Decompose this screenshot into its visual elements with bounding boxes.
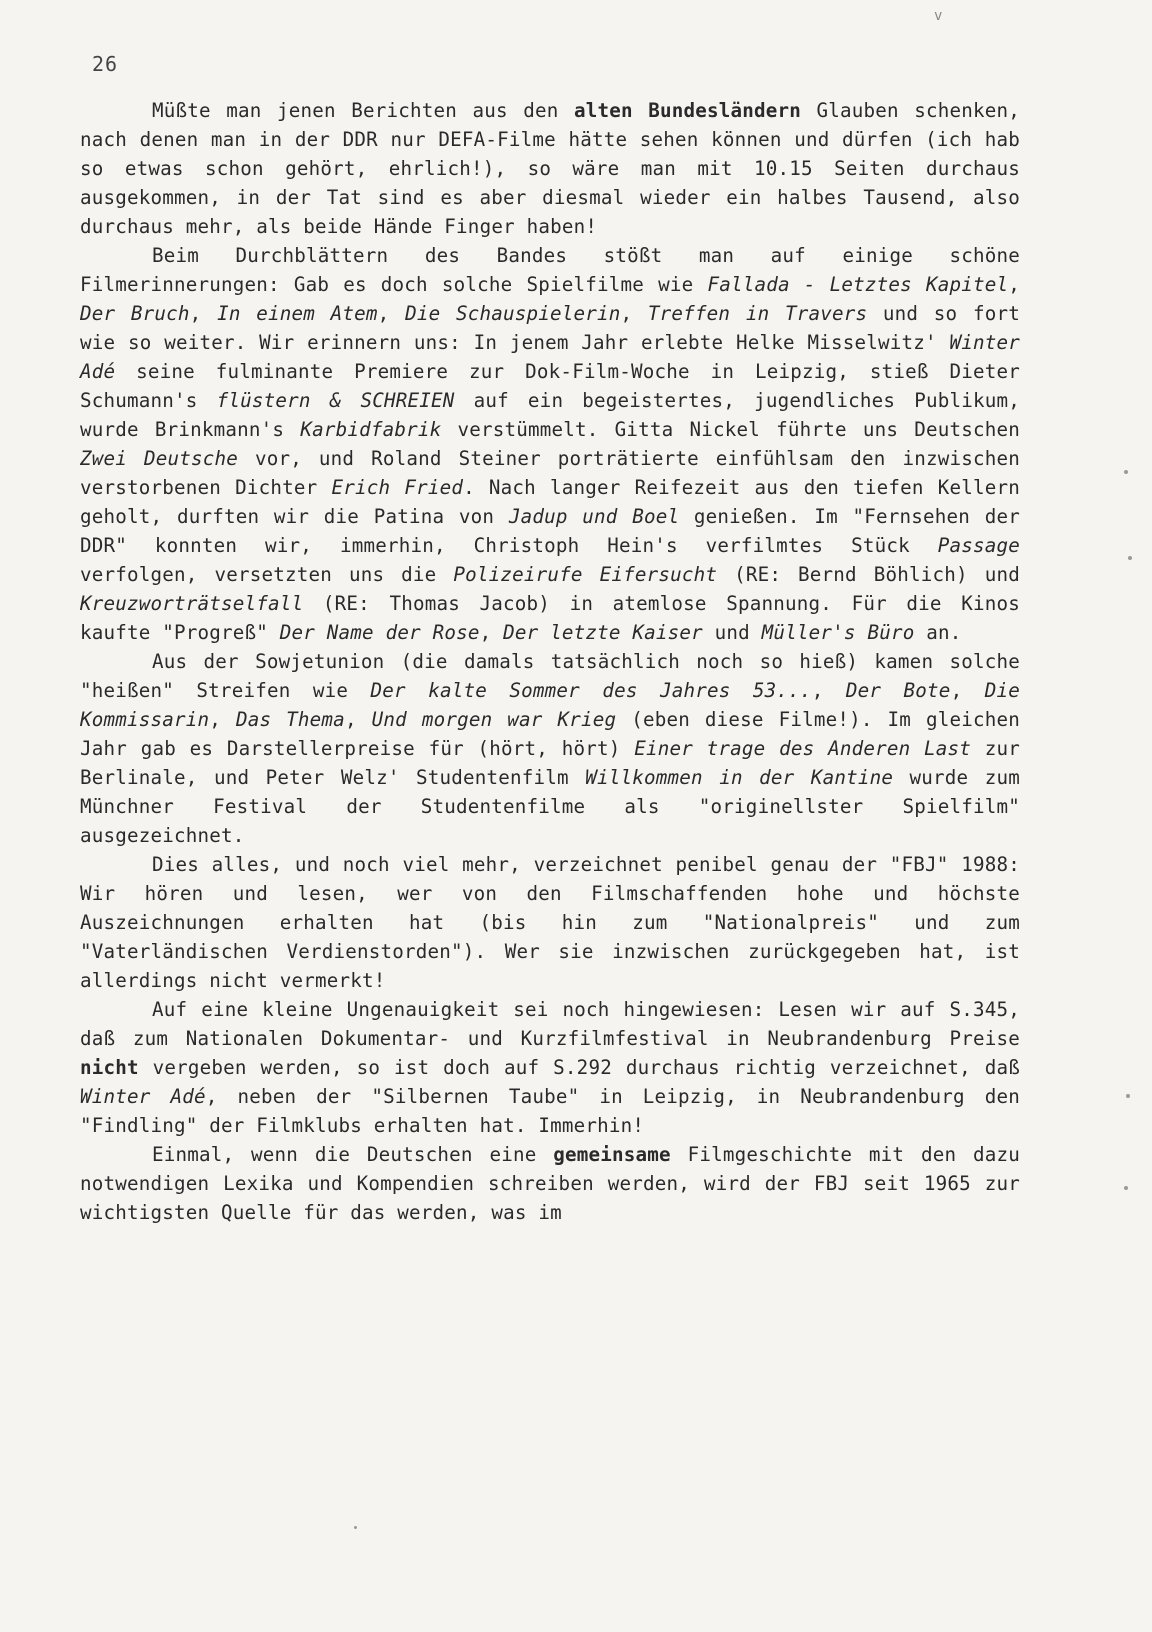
text-run: auf ein begeistertes, jugendliches Publikum, wurde Brinkmann's (80, 389, 1020, 441)
film-title: Karbidfabrik (300, 418, 442, 441)
body-text (80, 96, 1020, 1227)
text-run: Müßte man jenen Berichten aus den (152, 99, 574, 122)
text-run: , (344, 708, 372, 731)
text-run: Aus der Sowjetunion (die damals tatsächlich noch so hieß) kamen solche "heißen" Streifen wie (80, 650, 1020, 702)
film-title: Fallada - Letztes Kapitel (707, 273, 1009, 296)
text-run: vergeben werden, so ist doch auf S.292 durchaus richtig verzeichnet, daß (138, 1056, 1020, 1079)
text-run: Filmgeschichte mit den dazu notwendigen Lexika und Kompendien schreiben werden, wird der FBJ seit 1965 zur wichtigsten Quelle für das werden, was im (80, 1143, 1021, 1224)
scan-speck (1124, 470, 1128, 474)
text-run: , (950, 679, 985, 702)
text-run: . Nach langer Reifezeit aus den tiefen Kellern geholt, durften wir die Patina von (80, 476, 1020, 528)
scan-speck (1126, 1094, 1130, 1098)
film-title: Treffen in Travers (647, 302, 868, 325)
film-title: Winter Adé (80, 1085, 206, 1108)
text-run: an. (914, 621, 962, 644)
film-title: Der Bote (845, 679, 951, 702)
film-title: Jadup und Boel (508, 505, 680, 528)
text-run: , (479, 621, 504, 644)
film-title: Der letzte Kaiser (503, 621, 703, 644)
scan-speck (1124, 1186, 1128, 1190)
text-run: vor, und Roland Steiner porträtierte einfühlsam den inzwischen verstorbenen Dichter (80, 447, 1020, 499)
text-run: , (377, 302, 406, 325)
film-title: flüstern & SCHREIEN (216, 389, 455, 412)
emphasis: gemeinsame (553, 1143, 671, 1166)
film-title: Müller's Büro (761, 621, 915, 644)
text-run: wurde zum Münchner Festival der Studentenfilme als "originellster Spielfilm" ausgezeichnet. (80, 766, 1020, 847)
text-run: , (620, 302, 648, 325)
emphasis: nicht (80, 1056, 139, 1079)
text-run: (eben diese Filme!). Im gleichen Jahr gab es Darstellerpreise für (hört, hört) (80, 708, 1020, 760)
text-run: Glauben schenken, nach denen man in der DDR nur DEFA-Filme hätte sehen können und dürfen (ich hab so etwas schon gehört, ehrlich!), so wäre man mit 10.15 Seiten durchaus ausgekommen, in der Tat sind es aber diesmal wieder ein halbes Tausend, also durchaus mehr, als beide Hände Finger haben! (80, 99, 1020, 238)
corner-mark: v (934, 8, 943, 24)
paragraph (80, 241, 1020, 647)
paragraph (80, 995, 1020, 1140)
text-run: (RE: Bernd Böhlich) und (717, 563, 1020, 586)
emphasis: alten Bundesländern (573, 99, 801, 122)
film-title: Die Kommissarin (80, 679, 1020, 731)
text-run: verstümmelt. Gitta Nickel führte uns Deutschen (441, 418, 1020, 441)
film-title: Der kalte Sommer des Jahres 53... (370, 679, 812, 702)
film-title: Willkommen in der Kantine (585, 766, 894, 789)
film-title: Die Schauspielerin (405, 302, 621, 325)
text-run: Einmal, wenn die Deutschen eine (152, 1143, 554, 1166)
scan-speck (1128, 556, 1132, 560)
film-title: Einer trage des Anderen Last (634, 737, 972, 760)
film-title: In einem Atem (217, 302, 378, 325)
text-run: , (189, 302, 218, 325)
text-run: (RE: Thomas Jacob) in atemlose Spannung. Für die Kinos kaufte "Progreß" (80, 592, 1020, 644)
text-run: genießen. Im "Fernsehen der DDR" konnten wir, immerhin, Christoph Hein's verfilmtes Stück (80, 505, 1020, 557)
text-run: und (702, 621, 762, 644)
text-run: Auf eine kleine Ungenauigkeit sei noch hingewiesen: Lesen wir auf S.345, daß zum Nationalen Dokumentar- und Kurzfilmfestival in Neubrandenburg Preise (80, 998, 1020, 1050)
text-run: verfolgen, versetzten uns die (80, 563, 454, 586)
paragraph (80, 647, 1020, 850)
text-run: zur Berlinale, und Peter Welz' Studentenfilm (80, 737, 1020, 789)
text-run: Beim Durchblättern des Bandes stößt man auf einige schöne Filmerinnerungen: Gab es doch solche Spielfilme wie (80, 244, 1020, 296)
film-title: Passage (937, 534, 1020, 557)
film-title: Der Name der Rose (279, 621, 480, 644)
text-run: , (811, 679, 846, 702)
scan-speck (354, 1526, 357, 1529)
film-title: Winter Adé (80, 331, 1020, 383)
film-title: Der Bruch (80, 302, 190, 325)
text-run: , (1008, 273, 1020, 296)
text-run: , (209, 708, 236, 731)
paragraph (80, 96, 1020, 241)
text-run: , neben der "Silbernen Taube" in Leipzig, in Neubrandenburg den "Findling" der Filmklubs erhalten hat. Immerhin! (80, 1085, 1020, 1137)
film-title: Zwei Deutsche (80, 447, 238, 470)
paragraph (80, 850, 1020, 995)
film-title: Polizeirufe Eifersucht (453, 563, 718, 586)
text-run: Dies alles, und noch viel mehr, verzeichnet penibel genau der "FBJ" 1988: Wir hören und lesen, wer von den Filmschaffenden hohe und höchste Auszeichnungen erhalten hat (bis hin zum "Nationalpreis" und zum "Vaterländischen Verdienstorden"). Wer sie inzwischen zurückgegeben hat, ist allerdings nicht vermerkt! (80, 853, 1020, 992)
film-title: Und morgen war Krieg (371, 708, 617, 731)
paragraph (80, 1140, 1020, 1227)
film-title: Erich Fried (331, 476, 464, 499)
film-title: Das Thema (235, 708, 345, 731)
page-number: 26 (92, 52, 119, 76)
text-run: und so fort wie so weiter. Wir erinnern uns: In jenem Jahr erlebte Helke Misselwitz' (80, 302, 1020, 354)
film-title: Kreuzworträtselfall (80, 592, 304, 615)
text-run: seine fulminante Premiere zur Dok-Film-Woche in Leipzig, stieß Dieter Schumann's (80, 360, 1020, 412)
